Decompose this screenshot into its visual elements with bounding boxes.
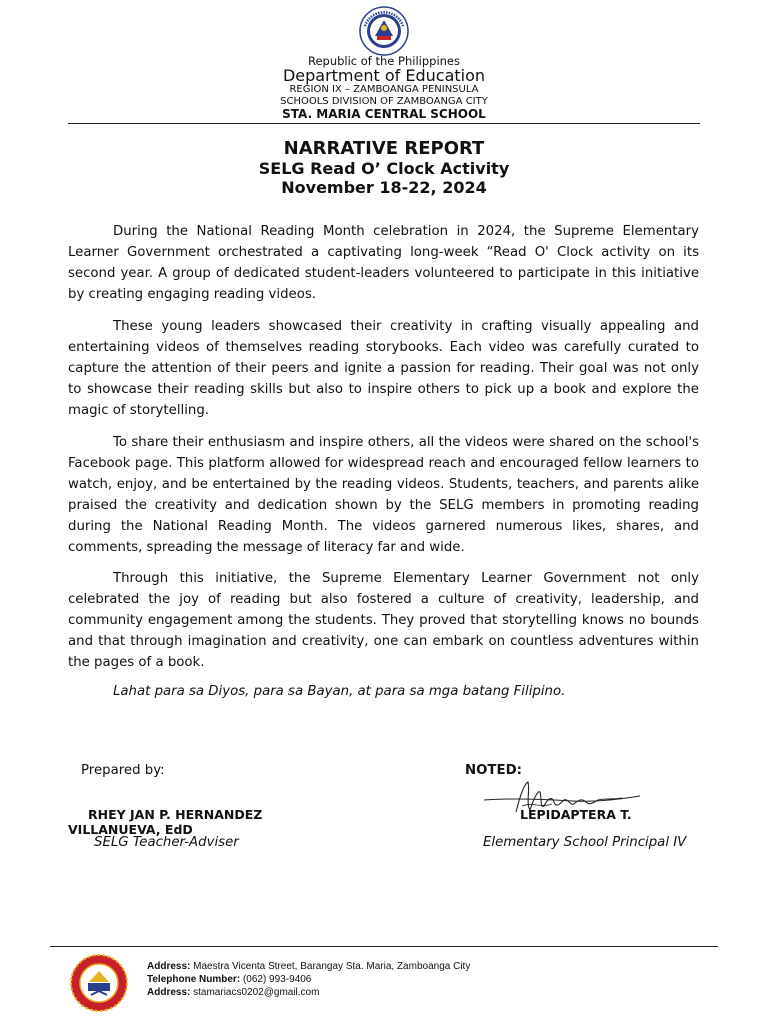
header-department: Department of Education: [282, 66, 486, 85]
activity-title: SELG Read O’ Clock Activity: [258, 159, 510, 178]
motto: Lahat para sa Diyos, para sa Bayan, at para sa mga batang Filipino.: [113, 684, 566, 699]
preparer-role: SELG Teacher-Adviser: [94, 835, 239, 850]
header-school: STA. MARIA CENTRAL SCHOOL: [282, 107, 486, 121]
deped-seal-logo: [359, 6, 409, 56]
principal-name: LEPIDAPTERA T.: [520, 807, 632, 822]
footer-address: Address: Maestra Vicenta Street, Barangay Sta. Maria, Zamboanga City: [147, 961, 471, 972]
footer-divider: [50, 946, 718, 947]
footer-telephone: Telephone Number: (062) 993-9406: [147, 974, 312, 985]
header-division: SCHOOLS DIVISION OF ZAMBOANGA CITY: [280, 96, 488, 107]
principal-role: Elementary School Principal IV: [483, 835, 687, 850]
noted-label: NOTED:: [465, 763, 522, 778]
prepared-by-label: Prepared by:: [81, 763, 165, 778]
activity-dates: November 18-22, 2024: [281, 178, 487, 197]
body-paragraph: During the National Reading Month celebration in 2024, the Supreme Elementary Learner Government orchestrated a captivating long-week “Read O' Clock activity on its second year. A group of dedicated student-leaders volunteered to participate in this initiative by creating engaging reading videos.: [68, 224, 699, 302]
body-paragraph: To share their enthusiasm and inspire others, all the videos were shared on the school's Facebook page. This platform allowed for widespread reach and encouraged fellow learners to watch, enjoy, and be entertained by the reading videos. Students, teachers, and parents alike praised the creativity and dedication shown by the SELG members in promoting reading during the National Reading Month. The videos garnered numerous likes, shares, and comments, spreading the message of literacy far and wide.: [68, 435, 699, 555]
preparer-name-line1: RHEY JAN P. HERNANDEZ: [88, 807, 263, 822]
preparer-name-line2: VILLANUEVA, EdD: [68, 822, 193, 837]
header-republic: Republic of the Philippines: [307, 54, 461, 68]
footer-email: Address: stamariacs0202@gmail.com: [147, 987, 320, 998]
header-region: REGION IX – ZAMBOANGA PENINSULA: [289, 84, 479, 95]
preparer-name: [68, 807, 308, 837]
school-logo: [69, 953, 129, 1013]
report-title: NARRATIVE REPORT: [283, 138, 485, 159]
body-paragraph: Through this initiative, the Supreme Elementary Learner Government not only celebrated the joy of reading but also fostered a culture of creativity, leadership, and community engagement among the students. They proved that storytelling knows no bounds and that through imagination and creativity, one can embark on countless adventures within the pages of a book.: [68, 571, 699, 670]
body-paragraph: These young leaders showcased their creativity in crafting visually appealing and entertaining videos of themselves reading storybooks. Each video was carefully curated to capture the attention of their peers and ignite a passion for reading. Their goal was not only to showcase their reading skills but also to inspire others to pick up a book and explore the magic of storytelling.: [68, 319, 699, 418]
header-divider: [68, 123, 700, 124]
